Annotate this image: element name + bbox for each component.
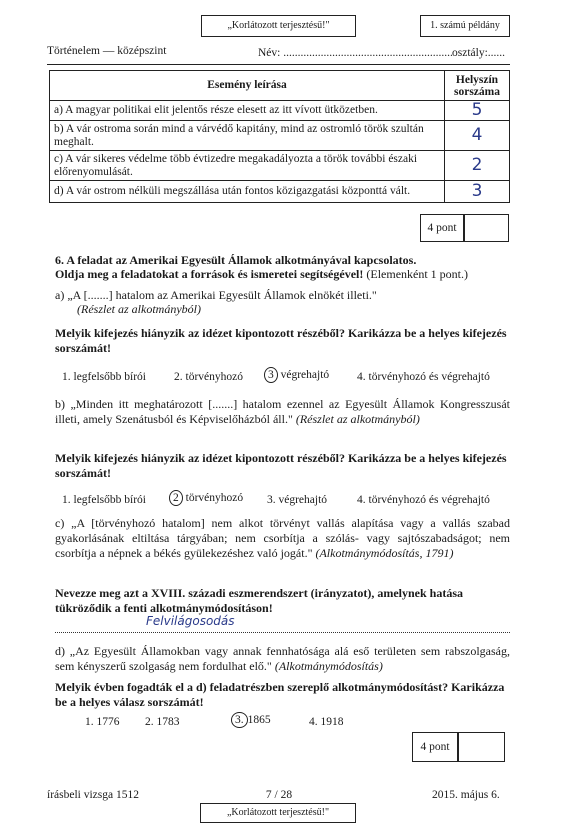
- option-1-2[interactable]: 2. törvényhozó: [174, 371, 243, 383]
- table-row-a-text: a) A magyar politikai elit jelentős része elesett az itt vívott ütközetben.: [50, 101, 445, 121]
- option-2-3[interactable]: 3. végrehajtó: [267, 494, 328, 506]
- score-box-1: [420, 214, 509, 242]
- footer-date: 2015. május 6.: [432, 789, 500, 801]
- question-2: Melyik kifejezés hiányzik az idézet kipontozott részéből? Karikázza be a helyes kifejezés sorszámát!: [55, 451, 507, 480]
- question-3: Nevezze meg azt a XVIII. századi eszmerendszert (irányzatot), amelynek hatása tükröződik a fenti alkotmánymódosításon!: [55, 586, 463, 615]
- question-1: Melyik kifejezés hiányzik az idézet kipontozott részéből? Karikázza be a helyes kifejezés sorszámát!: [55, 326, 507, 355]
- score-box-1-field[interactable]: [464, 214, 509, 242]
- score-box-2-field[interactable]: [458, 732, 505, 762]
- table-row-d-text: d) A vár ostrom nélküli megszállása után fontos közigazgatási központtá vált.: [50, 181, 445, 203]
- task-instruction: [55, 267, 525, 282]
- task-instruction-normal: (Elemenként 1 pont.): [363, 267, 469, 281]
- option-1-3-label: végrehajtó: [277, 369, 330, 381]
- event-table: [49, 70, 510, 203]
- question-4: Melyik évben fogadták el a d) feladatrészben szereplő alkotmánymódosítást? Karikázza be a helyes válasz sorszámát!: [55, 680, 505, 709]
- option-4-3-circled-number: 3.: [231, 712, 248, 728]
- task-title: 6. A feladat az Amerikai Egyesült Államok alkotmányával kapcsolatos.: [55, 253, 417, 267]
- class-field: osztály:......: [452, 47, 506, 59]
- table-row-b-answer: 4: [445, 121, 510, 151]
- option-1-3-circled-number: 3: [264, 367, 278, 383]
- answer-3-line[interactable]: [55, 632, 510, 633]
- option-2-4[interactable]: 4. törvényhozó és végrehajtó: [357, 494, 490, 506]
- quote-b-source: (Részlet az alkotmányból): [295, 412, 420, 426]
- quote-c: [55, 516, 510, 561]
- table-row-d-answer: 3: [445, 181, 510, 203]
- score-box-1-label: 4 pont: [420, 214, 464, 242]
- header-rule: [47, 64, 510, 65]
- option-4-3[interactable]: [231, 712, 271, 728]
- restricted-label-box: [201, 15, 356, 37]
- option-2-2-circled-number: 2: [169, 490, 183, 506]
- quote-b-text: b) „Minden itt meghatározott [.......] hatalom ezennel az Egyesült Államok Kongresszusát illeti, amely Szenátusból és Képviselőházból áll.": [55, 397, 510, 426]
- option-4-3-label: 1865: [247, 714, 271, 726]
- quote-c-text: c) „A [törvényhozó hatalom] nem alkot törvényt vallás alapítása vagy a vallás szabad gyakorlásának eltiltása tárgyában; nem csorbítja a szólás- vagy sajtószabadságot; nem csorbítja a népnek a békés gyülekezéshez való jogát.": [55, 516, 510, 560]
- option-1-3[interactable]: [264, 367, 329, 383]
- table-row-b-text: b) A vár ostroma során mind a várvédő kapitány, mind az ostromló török szultán meghalt.: [50, 121, 445, 151]
- table-row-c-text: c) A vár sikeres védelme több évtizedre megakadályozta a török további északi előrenyomulását.: [50, 151, 445, 181]
- footer-restricted-label: „Korlátozott terjesztésű!": [226, 807, 330, 818]
- option-4-2[interactable]: 2. 1783: [145, 716, 180, 728]
- score-box-2: [412, 732, 505, 762]
- quote-b: [55, 397, 510, 427]
- copy-number-box: [420, 15, 510, 37]
- name-field: Név: ...........................................................: [258, 47, 453, 59]
- table-header-location: Helyszín sorszáma: [445, 71, 510, 101]
- option-2-2[interactable]: [169, 490, 243, 506]
- table-row-c-answer: 2: [445, 151, 510, 181]
- quote-c-source: (Alkotmánymódosítás, 1791): [315, 546, 454, 560]
- quote-d-source: (Alkotmánymódosítás): [274, 659, 383, 673]
- footer-exam-code: írásbeli vizsga 1512: [47, 789, 139, 801]
- table-row-a-answer: 5: [445, 101, 510, 121]
- quote-a-source: (Részlet az alkotmányból): [77, 302, 201, 316]
- option-4-4[interactable]: 4. 1918: [309, 716, 344, 728]
- quote-d: [55, 644, 510, 674]
- quote-d-text: d) „Az Egyesült Államokban vagy annak fennhatósága alá eső területen sem rabszolgaság, sem kényszerű szolgaság nem fordulhat elő.": [55, 644, 510, 673]
- answer-3: Felvilágosodás: [146, 614, 235, 628]
- option-1-4[interactable]: 4. törvényhozó és végrehajtó: [357, 371, 490, 383]
- option-2-2-label: törvényhozó: [182, 492, 244, 504]
- quote-a: a) „A [.......] hatalom az Amerikai Egyesült Államok elnökét illeti.": [55, 288, 377, 302]
- score-box-2-label: 4 pont: [412, 732, 458, 762]
- table-header-description: Esemény leírása: [50, 71, 445, 101]
- restricted-label: „Korlátozott terjesztésű!": [227, 20, 330, 31]
- option-2-1[interactable]: 1. legfelsőbb bírói: [62, 494, 146, 506]
- option-4-1[interactable]: 1. 1776: [85, 716, 120, 728]
- option-1-1[interactable]: 1. legfelsőbb bírói: [62, 371, 146, 383]
- task-instruction-bold: Oldja meg a feladatokat a források és ismeretei segítségével!: [55, 267, 364, 281]
- footer-page-number: 7 / 28: [265, 789, 293, 801]
- copy-number: 1. számú példány: [430, 20, 500, 31]
- subject-label: Történelem — középszint: [47, 45, 167, 57]
- footer-restricted-box: [200, 803, 356, 823]
